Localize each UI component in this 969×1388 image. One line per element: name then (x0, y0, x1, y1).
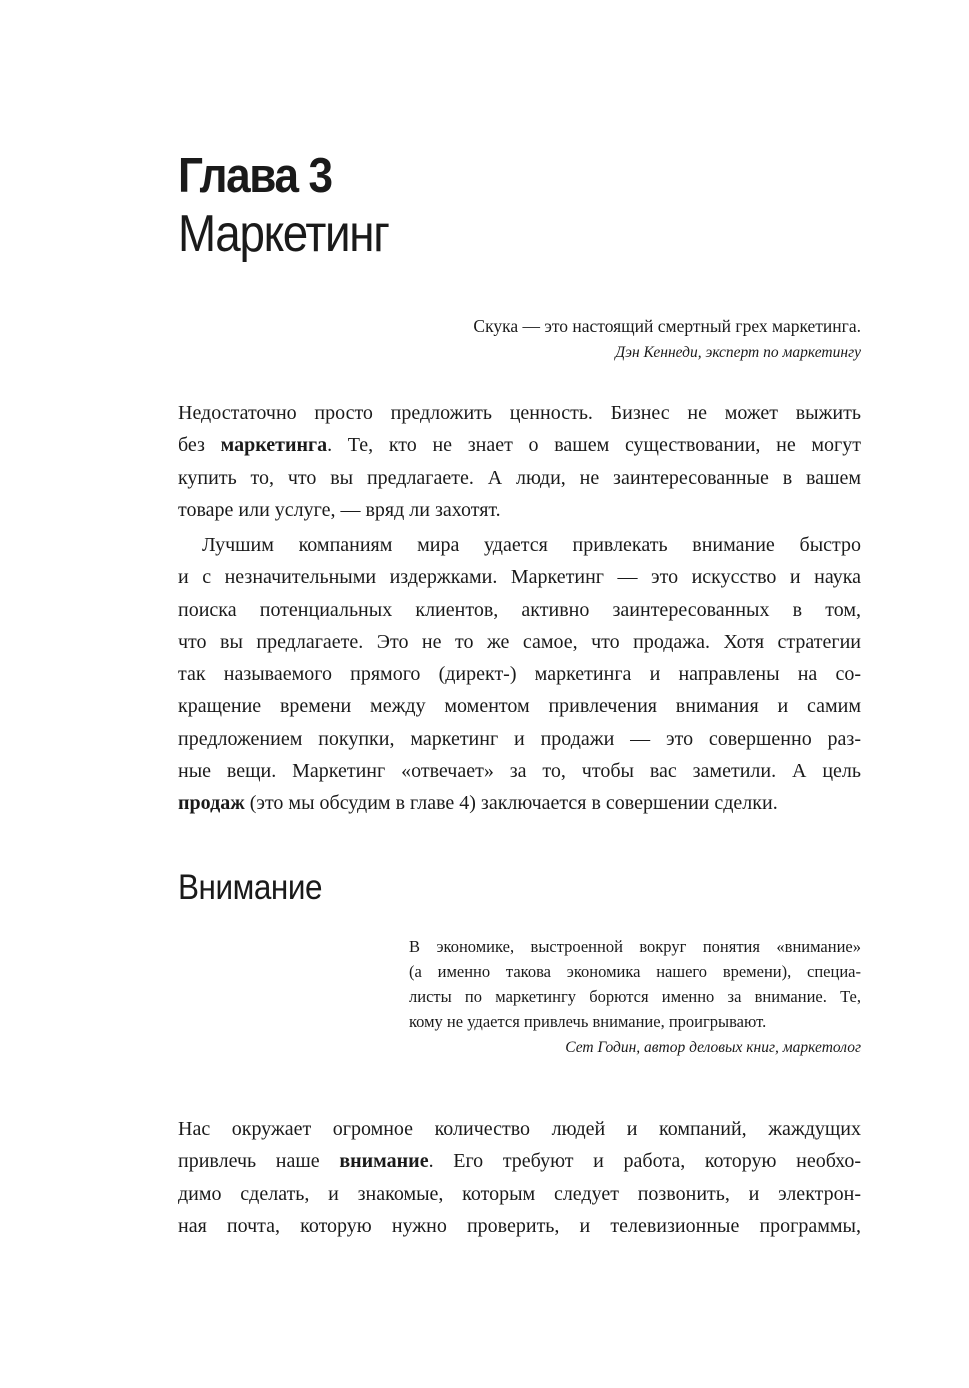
bold-term: внимание (339, 1150, 429, 1173)
paragraph (178, 1113, 861, 1242)
text-line: купить то, что вы предлагаете. А люди, не заинтересованные в вашем (178, 466, 861, 489)
text-line: поиска потенциальных клиентов, активно заинтересованных в том, (178, 598, 861, 621)
paragraph (178, 529, 861, 820)
text-line: кращение времени между моментом привлечения внимания и самим (178, 695, 861, 718)
text-line: без маркетинга. Те, кто не знает о вашем существовании, не могут (178, 434, 861, 457)
epigraph-quote-line: (а именно такова экономика нашего времени), специа- (409, 962, 861, 981)
text-line: Недостаточно просто предложить ценность. Бизнес не может выжить (178, 402, 861, 424)
section-heading: Внимание (178, 868, 323, 907)
bold-term: маркетинга (220, 434, 328, 457)
text-line: продаж (это мы обсудим в главе 4) заключается в совершении сделки. (178, 792, 778, 815)
epigraph-dan-kennedy (473, 312, 861, 366)
text-line: Нас окружает огромное количество людей и компаний, жаждущих (178, 1118, 861, 1140)
epigraph-author: Дэн Кеннеди, эксперт по маркетингу (615, 344, 861, 361)
paragraph (178, 397, 861, 526)
text-line: так называемого прямого (директ-) маркетинга и направлены на со- (178, 663, 861, 686)
text-line: привлечь наше внимание. Его требуют и работа, которую необхо- (178, 1150, 862, 1173)
text-line: Лучшим компаниям мира удается привлекать внимание быстро (202, 534, 861, 556)
epigraph-quote-line: В экономике, выстроенной вокруг понятия «внимание» (409, 937, 861, 956)
epigraph-seth-godin (409, 934, 861, 1061)
text-line: что вы предлагаете. Это не то же самое, что продажа. Хотя стратегии (178, 630, 861, 653)
epigraph-author: Сет Годин, автор деловых книг, маркетолог (565, 1039, 861, 1056)
chapter-title: Маркетинг (178, 205, 389, 263)
text-line: ная почта, которую нужно проверить, и телевизионные программы, (178, 1214, 861, 1237)
text-line: и с незначительными издержками. Маркетинг — это искусство и наука (178, 566, 861, 589)
epigraph-quote-line: кому не удается привлечь внимание, проигрывают. (409, 1012, 767, 1031)
epigraph-quote-line: листы по маркетингу борются именно за внимание. Те, (409, 987, 861, 1006)
chapter-number: Глава 3 (178, 149, 332, 203)
text-line: товаре или услуге, — вряд ли захотят. (178, 498, 501, 521)
text-line: ные вещи. Маркетинг «отвечает» за то, чтобы вас заметили. А цель (178, 760, 861, 783)
text-line: димо сделать, и знакомые, которым следует позвонить, и электрон- (178, 1182, 861, 1205)
bold-term: продаж (178, 792, 245, 815)
epigraph-quote: Скука — это настоящий смертный грех маркетинга. (473, 316, 861, 336)
text-line: предложением покупки, маркетинг и продажи — это совершенно раз- (178, 727, 861, 750)
